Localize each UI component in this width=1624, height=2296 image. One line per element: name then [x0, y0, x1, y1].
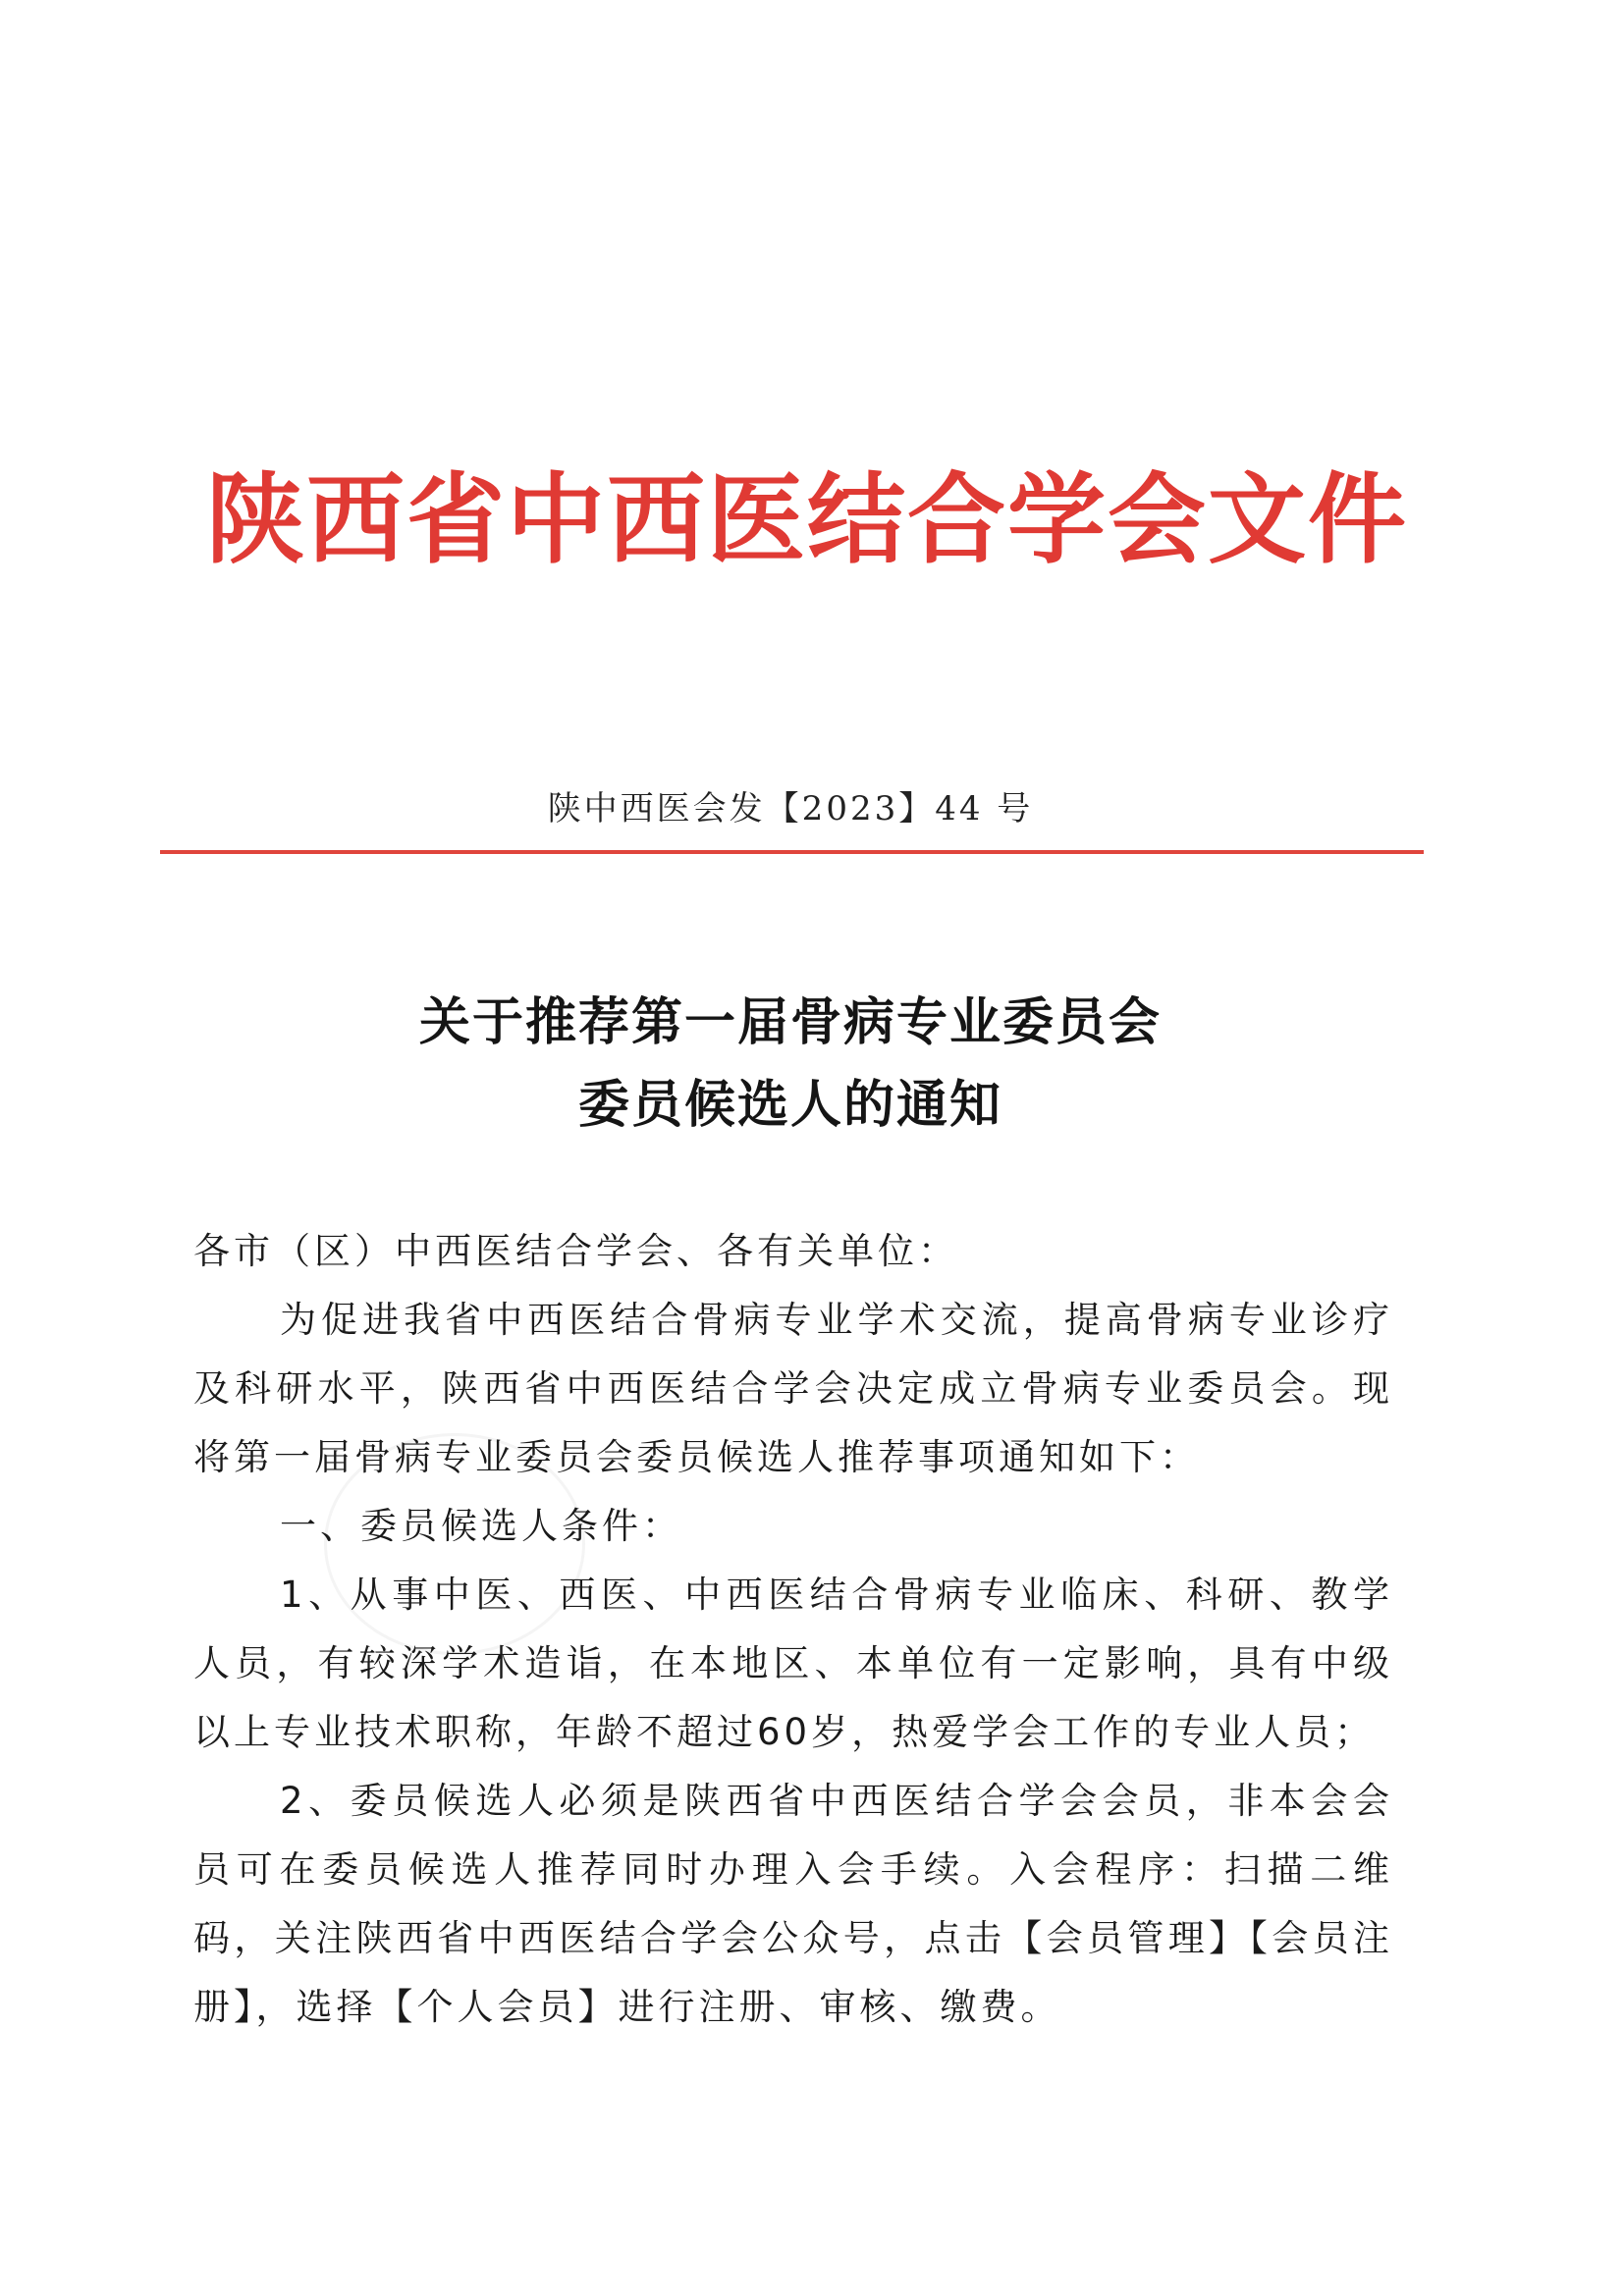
- red-divider-line: [160, 850, 1424, 854]
- condition-item-1: 1、从事中医、西医、中西医结合骨病专业临床、科研、教学人员，有较深学术造诣，在本地区、本单位有一定影响，具有中级以上专业技术职称，年龄不超过60岁，热爱学会工作的专业人员；: [193, 1574, 1393, 1753]
- document-number: 陕中西医会发【2023】44 号: [547, 789, 1034, 828]
- notice-body: [193, 1217, 1393, 2042]
- notice-title-line-1: 关于推荐第一届骨病专业委员会: [418, 992, 1162, 1052]
- notice-title-line-2: 委员候选人的通知: [577, 1075, 1002, 1135]
- salutation: 各市（区）中西医结合学会、各有关单位：: [193, 1230, 958, 1272]
- notice-title: [157, 982, 1424, 1147]
- intro-paragraph: 为促进我省中西医结合骨病专业学术交流，提高骨病专业诊疗及科研水平，陕西省中西医结合学会决定成立骨病专业委员会。现将第一届骨病专业委员会委员候选人推荐事项通知如下：: [193, 1299, 1393, 1478]
- condition-item-2: 2、委员候选人必须是陕西省中西医结合学会会员，非本会会员可在委员候选人推荐同时办理入会手续。入会程序：扫描二维码，关注陕西省中西医结合学会公众号，点击【会员管理】【会员注册】，选择【个人会员】进行注册、审核、缴费。: [193, 1780, 1393, 2028]
- section-1-heading: 一、委员候选人条件：: [280, 1505, 682, 1547]
- org-header-title: 陕西省中西医结合学会文件: [206, 462, 1408, 577]
